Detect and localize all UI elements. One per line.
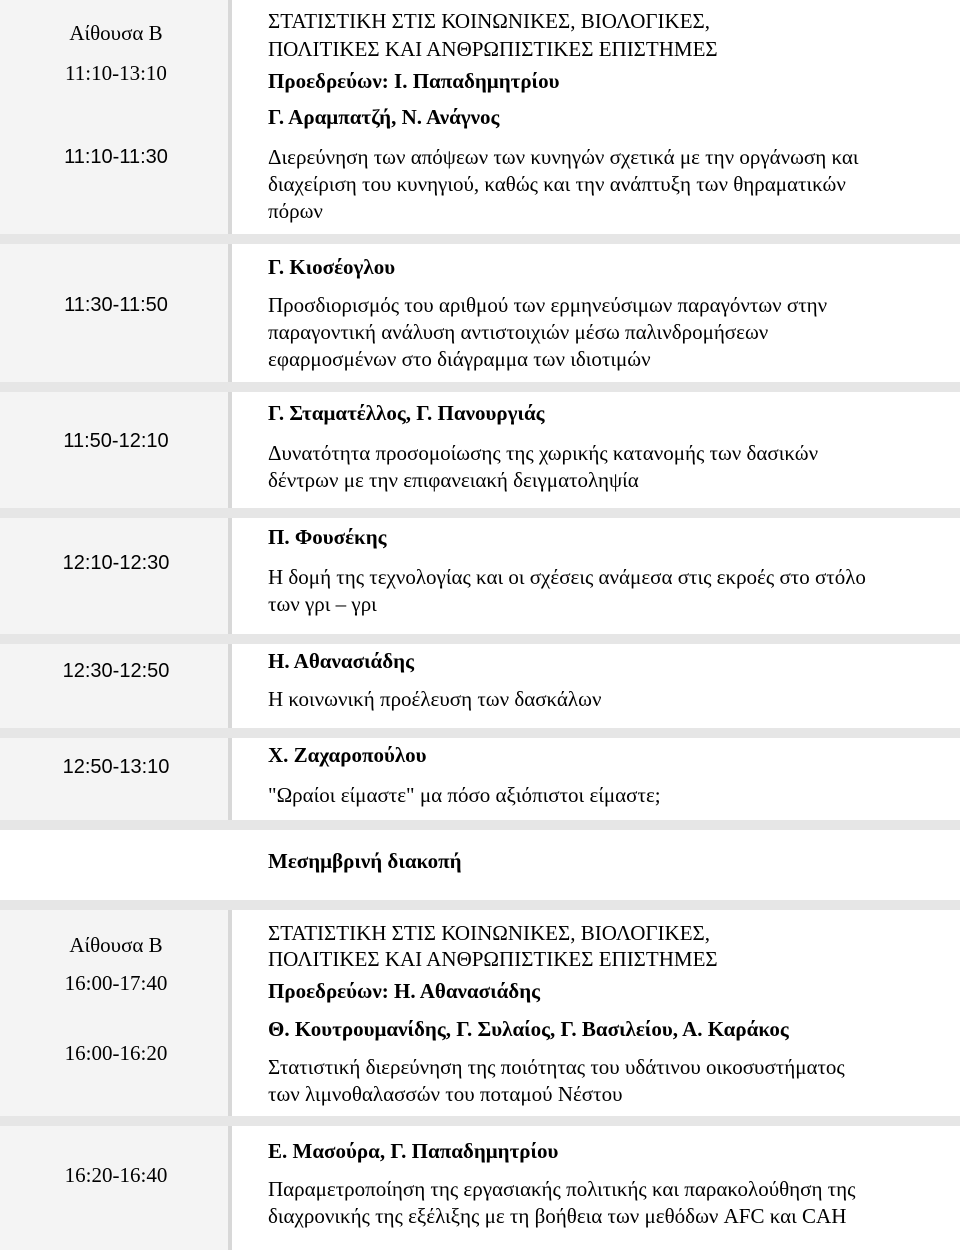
talk-title-line: δέντρων με την επιφανειακή δειγματοληψία [268,468,639,492]
talk-time: 11:30-11:50 [64,294,168,316]
talk-authors: Π. Φουσέκης [268,525,387,549]
talk-title-line: διαχρονικής της εξέλιξης με τη βοήθεια των μεθόδων AFC και CAH [268,1204,847,1228]
session-2-header [0,910,960,1006]
talk-time: 16:00-16:20 [64,1041,168,1065]
talk-time: 12:50-13:10 [62,756,170,778]
talk-row [0,96,960,234]
talk-title-line: Δυνατότητα προσομοίωσης της χωρικής κατανομής των δασικών [268,441,819,465]
talk-row [0,644,960,728]
row-divider [0,728,960,738]
talk-title-line: πόρων [268,199,323,223]
row-divider [0,820,960,830]
talk-row [0,244,960,382]
talk-title-line: Η δομή της τεχνολογίας και οι σχέσεις ανάμεσα στις εκροές στο στόλο [268,565,866,589]
session-1-title-line-2: ΠΟΛΙΤΙΚΕΣ ΚΑΙ ΑΝΘΡΩΠΙΣΤΙΚΕΣ ΕΠΙΣΤΗΜΕΣ [268,37,718,61]
talk-title-line: παραγοντική ανάλυση αντιστοιχιών μέσω παλινδρομήσεων [268,320,769,344]
talk-title-line: Η κοινωνική προέλευση των δασκάλων [268,687,602,711]
talk-time: 16:20-16:40 [64,1163,168,1187]
session-1-room: Αίθουσα Β [69,21,163,45]
talk-title-line: των λιμνοθαλασσών του ποταμού Νέστου [268,1082,623,1106]
session-2-room: Αίθουσα Β [69,933,163,957]
talk-time-column [0,1126,232,1250]
talk-row [0,1126,960,1250]
session-2-time-range: 16:00-17:40 [64,971,168,995]
session-1-chair: Προεδρεύων: Ι. Παπαδημητρίου [268,69,560,93]
talk-row [0,738,960,820]
talk-title-line: εφαρμοσμένων στο διάγραμμα των ιδιοτιμών [268,347,651,371]
session-1-time-range: 11:10-13:10 [65,61,167,85]
row-divider [0,1116,960,1126]
session-1-title-line-1: ΣΤΑΤΙΣΤΙΚΗ ΣΤΙΣ ΚΟΙΝΩΝΙΚΕΣ, ΒΙΟΛΟΓΙΚΕΣ, [268,9,711,33]
talk-row [0,392,960,508]
talk-time: 11:10-11:30 [64,146,168,168]
row-divider [0,382,960,392]
talk-title-line: των γρι – γρι [268,592,377,616]
row-divider [0,634,960,644]
talk-authors: Γ. Σταματέλλος, Γ. Πανουργιάς [268,401,545,425]
talk-authors: Γ. Αραμπατζή, Ν. Ανάγνος [268,105,500,129]
talk-time-column [0,518,232,634]
row-divider [0,234,960,244]
talk-authors: Θ. Κουτρουμανίδης, Γ. Συλαίος, Γ. Βασιλείου, Α. Καράκος [268,1017,789,1041]
talk-time: 12:30-12:50 [62,660,170,682]
talk-title-line: "Ωραίοι είμαστε" μα πόσο αξιόπιστοι είμαστε; [268,783,661,807]
talk-time: 11:50-12:10 [63,430,169,452]
row-divider [0,508,960,518]
talk-row [0,1006,960,1116]
talk-title-line: Διερεύνηση των απόψεων των κυνηγών σχετικά με την οργάνωση και [268,145,859,169]
talk-authors: Ε. Μασούρα, Γ. Παπαδημητρίου [268,1139,559,1163]
talk-authors: Γ. Κιοσέογλου [268,255,396,279]
session-2-title-line-2: ΠΟΛΙΤΙΚΕΣ ΚΑΙ ΑΝΘΡΩΠΙΣΤΙΚΕΣ ΕΠΙΣΤΗΜΕΣ [268,947,718,971]
talk-time-column [0,644,232,728]
talk-authors: Η. Αθανασιάδης [268,649,414,673]
lunch-break-label: Μεσημβρινή διακοπή [268,849,462,873]
talk-time: 12:10-12:30 [62,552,170,574]
talk-row [0,518,960,634]
talk-title-line: Παραμετροποίηση της εργασιακής πολιτικής και παρακολούθηση της [268,1177,856,1201]
talk-title-line: διαχείριση του κυνηγιού, καθώς και την ανάπτυξη των θηραματικών [268,172,846,196]
talk-title-line: Στατιστική διερεύνηση της ποιότητας του υδάτινου οικοσυστήματος [268,1055,845,1079]
row-divider [0,900,960,910]
talk-title-line: Προσδιορισμός του αριθμού των ερμηνεύσιμων παραγόντων στην [268,293,828,317]
session-2-title-line-1: ΣΤΑΤΙΣΤΙΚΗ ΣΤΙΣ ΚΟΙΝΩΝΙΚΕΣ, ΒΙΟΛΟΓΙΚΕΣ, [268,921,711,945]
session-2-chair: Προεδρεύων: Η. Αθανασιάδης [268,979,540,1003]
talk-authors: Χ. Ζαχαροπούλου [268,743,427,767]
